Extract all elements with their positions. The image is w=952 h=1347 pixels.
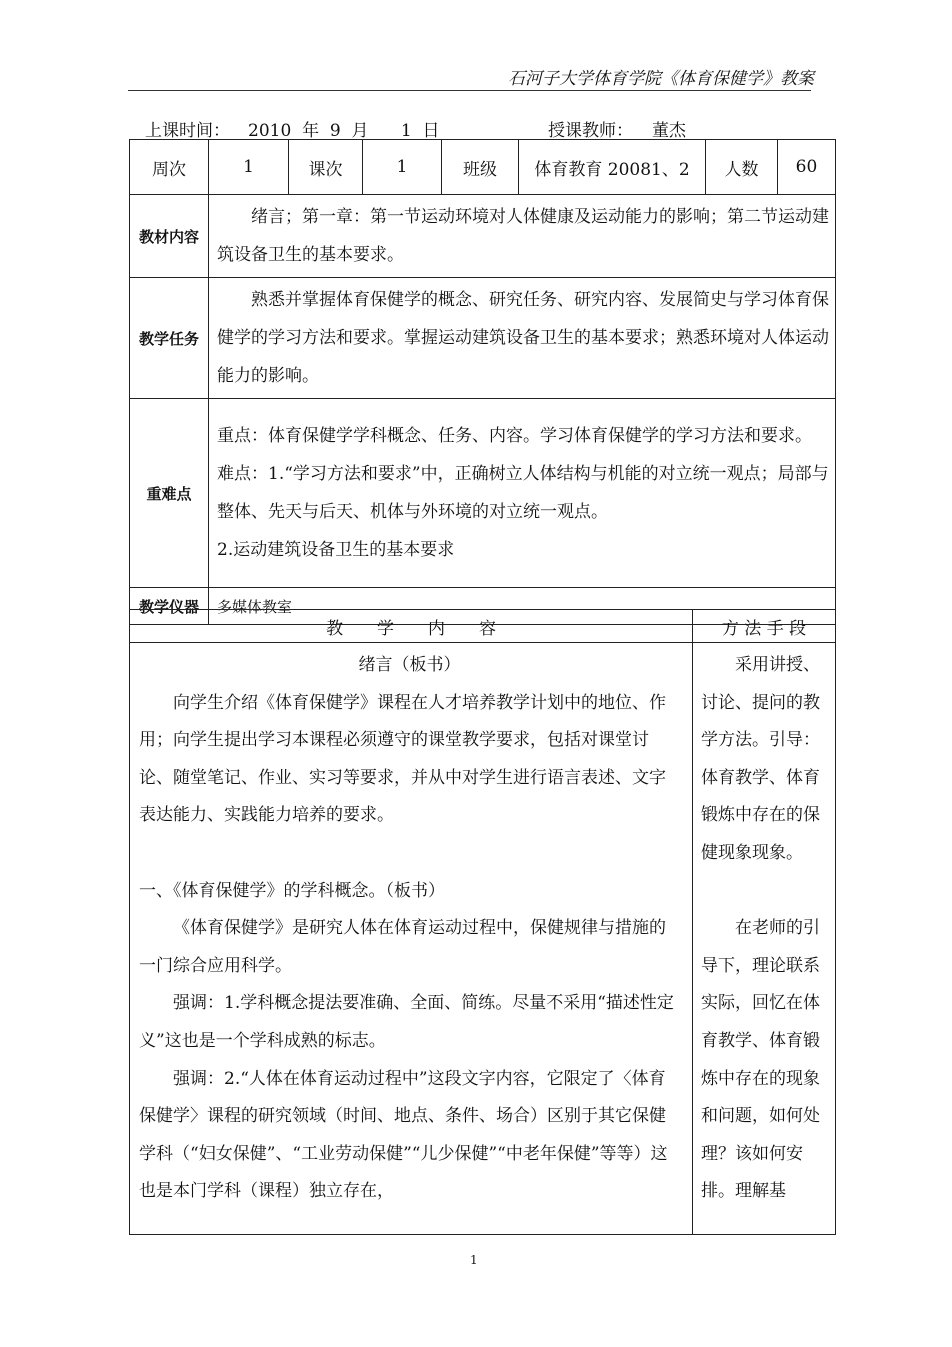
equipment-label: 教学仪器 [130,588,209,625]
emphasis-2-paragraph: 强调：2.“人体在体育运动过程中”这段文字内容，它限定了〈体育保健学〉课程的研究领域（时间、地点、条件、场合）区别于其它保健学科（“妇女保健”、“工业劳动保健”“儿少保健”“中老年保健”等等）这也是本门学科（课程）独立存在， [139,1068,668,1202]
method-header: 方 法 手 段 [693,610,836,643]
page-number: 1 [470,1253,478,1267]
material-label: 教材内容 [130,195,209,278]
intro-paragraph: 向学生介绍《体育保健学》课程在人才培养教学计划中的地位、作用；向学生提出学习本课程必须遵守的课堂教学要求，包括对课堂讨论、随堂笔记、作业、实习等要求，并从中对学生进行语言表述、文字表达能力、实践能力培养的要求。 [139,692,666,826]
teacher-name: 董杰 [652,121,686,141]
intro-heading: 绪言（板书） [358,655,461,675]
key-difficulty-label: 重难点 [130,399,209,588]
blank-line [139,835,680,873]
document-header: 石河子大学体育学院《体育保健学》教案 [508,69,814,89]
difficulty-text-2: 2.运动建筑设备卫生的基本要求 [217,540,455,560]
equipment-text: 多媒体教室 [209,588,836,625]
task-label: 教学任务 [130,278,209,399]
section-1-heading: 一、《体育保健学》的学科概念。（板书） [139,880,445,901]
lesson-info-table [129,139,836,625]
method-blank-line [701,873,829,911]
week-label: 周次 [130,140,209,195]
lesson-value: 1 [363,140,442,195]
class-label: 班级 [442,140,519,195]
teacher-label: 授课教师： [548,121,633,141]
count-label: 人数 [706,140,778,195]
material-text: 绪言；第一章：第一节运动环境对人体健康及运动能力的影响；第二节运动建筑设备卫生的基本要求。 [217,207,829,265]
class-value: 体育教育 20081、2 [519,140,706,195]
header-rule [128,90,811,91]
method-text-1: 采用讲授、讨论、提问的教学方法。引导：体育教学、体育锻炼中存在的保健现象现象。 [701,655,820,863]
key-point-text: 重点：体育保健学学科概念、任务、内容。学习体育保健学的学习方法和要求。 [217,426,812,446]
count-value: 60 [778,140,836,195]
class-date: 2010 年 9 月 1 日 [248,121,440,141]
class-time-label: 上课时间： [145,121,230,141]
task-text: 熟悉并掌握体育保健学的概念、研究任务、研究内容、发展简史与学习体育保健学的学习方法和要求。掌握运动建筑设备卫生的基本要求；熟悉环境对人体运动能力的影响。 [217,290,829,386]
emphasis-1-paragraph: 强调：1.学科概念提法要准确、全面、简练。尽量不采用“描述性定义”这也是一个学科成熟的标志。 [139,993,674,1051]
definition-paragraph: 《体育保健学》是研究人体在体育运动过程中，保健规律与措施的一门综合应用科学。 [139,918,666,976]
week-value: 1 [209,140,289,195]
difficulty-text: 难点：1.“学习方法和要求”中，正确树立人体结构与机能的对立统一观点；局部与整体、先天与后天、机体与外环境的对立统一观点。 [217,464,829,522]
method-text-2: 在老师的引导下，理论联系实际，回忆在体育教学、体育锻炼中存在的现象和问题，如何处理？该如何安排。理解基 [701,918,820,1202]
content-header: 教 学 内 容 [130,610,693,643]
teaching-content-table [129,609,836,1235]
lesson-label: 课次 [289,140,363,195]
